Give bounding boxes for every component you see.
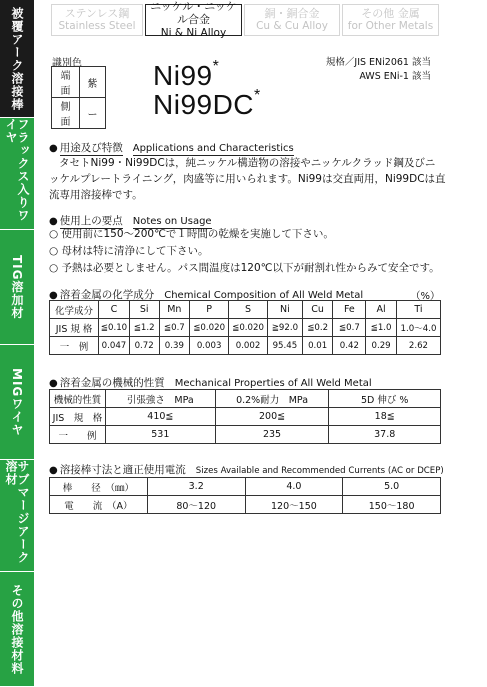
- table-cell: 37.8: [329, 426, 441, 444]
- id-color-value: 紫: [80, 67, 106, 98]
- table-cell: ≦0.7: [333, 319, 366, 337]
- id-color-value: ー: [80, 98, 106, 129]
- tab-label-jp: その他 金属: [361, 6, 420, 20]
- table-header-cell: 0.2%耐力 MPa: [215, 390, 329, 408]
- tab-label-en: Cu & Cu Alloy: [256, 20, 328, 33]
- table-cell: ≦0.020: [229, 319, 268, 337]
- table-row: [50, 319, 441, 337]
- bullet-icon: ●: [49, 143, 58, 154]
- table-row: [50, 390, 441, 408]
- sidebar-item-covered-electrode[interactable]: [0, 0, 34, 118]
- table-cell: 531: [105, 426, 215, 444]
- section-title-jp: 使用上の要点: [59, 215, 123, 227]
- table-cell: ≦0.020: [190, 319, 229, 337]
- tab-label-jp: ステンレス鋼: [64, 6, 130, 20]
- sidebar-item-label: TIG溶加材: [10, 254, 24, 320]
- section-mechanical-heading: [49, 375, 372, 390]
- section-title-en: Chemical Composition of All Weld Metal: [164, 290, 364, 301]
- table-cell: 80〜120: [147, 496, 245, 514]
- tab-label-jp: 銅・銅合金: [264, 6, 320, 20]
- table-cell: 2.62: [396, 337, 440, 355]
- id-color-key: 側面: [52, 98, 80, 129]
- table-row: [50, 301, 441, 319]
- table-cell: 1.0〜4.0: [396, 319, 440, 337]
- table-header-cell: Si: [129, 301, 159, 319]
- table-header-cell: 5D 伸び %: [329, 390, 441, 408]
- table-cell: 0.047: [99, 337, 130, 355]
- bullet-icon: ●: [49, 290, 58, 301]
- section-sizes-heading: [49, 462, 444, 477]
- tab-label-jp: ニッケル・ニッケル合金: [150, 0, 237, 26]
- table-row-label: 電 流 （A）: [50, 496, 148, 514]
- section-title-jp: 溶接棒寸法と適正使用電流: [59, 464, 186, 476]
- table-row-label: 一 例: [50, 426, 106, 444]
- table-row: [50, 496, 441, 514]
- table-cell: ≦0.10: [99, 319, 130, 337]
- sidebar-item-flux-cored-wire[interactable]: [0, 118, 34, 230]
- sidebar-item-label: サブマージアーク溶材: [4, 460, 30, 564]
- table-cell: ≧92.0: [267, 319, 302, 337]
- product-name-ni99: [153, 60, 219, 92]
- tab-ni-alloy[interactable]: [145, 0, 242, 39]
- sidebar-item-label: MIGワイヤ: [10, 367, 24, 437]
- table-row-label: 棒 径 （㎜）: [50, 478, 148, 496]
- table-cell: 150〜180: [343, 496, 441, 514]
- table-header-cell: S: [229, 301, 268, 319]
- table-row: [52, 67, 106, 98]
- tab-label-en: Stainless Steel: [58, 20, 136, 33]
- table-row-label: 一 例: [50, 337, 99, 355]
- table-cell: 200≦: [215, 408, 329, 426]
- section-title-en: Mechanical Properties of All Weld Metal: [174, 378, 372, 389]
- table-cell: 0.72: [129, 337, 159, 355]
- table-cell: 0.29: [366, 337, 397, 355]
- table-cell: ≦0.7: [159, 319, 190, 337]
- product-name-text: Ni99: [153, 60, 213, 91]
- table-row-label: JIS 規 格: [50, 319, 99, 337]
- sidebar-item-label: その他溶接材料: [10, 583, 24, 675]
- sidebar-item-label: 被覆アーク溶接棒: [10, 6, 24, 111]
- tab-label-en: for Other Metals: [347, 20, 434, 33]
- table-cell: 0.01: [302, 337, 333, 355]
- tab-stainless-steel[interactable]: [51, 4, 143, 36]
- section-title-jp: 溶着金属の機械的性質: [59, 377, 165, 389]
- table-header-cell: 化学成分: [50, 301, 99, 319]
- table-row: [52, 98, 106, 129]
- section-title-en: Notes on Usage: [132, 216, 212, 227]
- table-cell: 4.0: [245, 478, 343, 496]
- section-title-jp: 用途及び特徴: [59, 142, 123, 154]
- table-cell: ≦1.2: [129, 319, 159, 337]
- product-mark: *: [212, 58, 220, 75]
- tab-cu-alloy[interactable]: [244, 4, 340, 36]
- table-header-cell: C: [99, 301, 130, 319]
- bullet-icon: ●: [49, 216, 58, 227]
- table-cell: 3.2: [147, 478, 245, 496]
- paragraph-line: ッケルプレートライニング，肉盛等に用いられます。Ni99は交直両用，Ni99DCは直: [49, 173, 446, 185]
- table-cell: ≦0.2: [302, 319, 333, 337]
- table-row: [50, 408, 441, 426]
- chemical-composition-table: [49, 300, 441, 355]
- id-color-table: [51, 66, 106, 129]
- note-line: ○ 使用前に150〜200℃で１時間の乾燥を実施して下さい。: [49, 228, 334, 240]
- product-mark: *: [254, 87, 261, 104]
- section-title-jp: 溶着金属の化学成分: [59, 289, 155, 301]
- table-cell: 0.42: [333, 337, 366, 355]
- table-header-cell: Fe: [333, 301, 366, 319]
- table-header-cell: Ni: [267, 301, 302, 319]
- table-cell: 0.39: [159, 337, 190, 355]
- note-line: ○ 予熱は必要としません。パス間温度は120℃以下が耐割れ性からみて安全です。: [49, 262, 440, 274]
- table-header-cell: Al: [366, 301, 397, 319]
- note-line: ○ 母材は特に清浄にして下さい。: [49, 245, 209, 257]
- table-cell: 5.0: [343, 478, 441, 496]
- table-cell: 18≦: [329, 408, 441, 426]
- table-row: [50, 337, 441, 355]
- table-cell: 0.003: [190, 337, 229, 355]
- table-cell: 235: [215, 426, 329, 444]
- sizes-currents-table: [49, 477, 441, 514]
- table-header-cell: 機械的性質: [50, 390, 106, 408]
- standard-aws: AWS ENi-1 該当: [359, 71, 431, 82]
- id-color-key: 端面: [52, 67, 80, 98]
- table-row-label: JIS 規 格: [50, 408, 106, 426]
- sidebar-item-submerged-arc[interactable]: [0, 460, 34, 572]
- section-applications-heading: [49, 140, 294, 155]
- product-name-text: Ni99DC: [153, 89, 255, 120]
- table-header-cell: Mn: [159, 301, 190, 319]
- paragraph-line: タセトNi99・Ni99DCは，純ニッケル構造物の溶接やニッケルクラッド鋼及びニ: [59, 157, 436, 169]
- table-header-cell: Ti: [396, 301, 440, 319]
- bullet-icon: ●: [49, 465, 58, 476]
- table-header-cell: P: [190, 301, 229, 319]
- id-color-title: 識別色: [52, 58, 82, 69]
- table-cell: 95.45: [267, 337, 302, 355]
- standard-jis: 規格／JIS ENi2061 該当: [325, 57, 431, 68]
- section-title-en: Sizes Available and Recommended Currents (AC or DCEP): [195, 466, 444, 476]
- mechanical-properties-table: [49, 389, 441, 444]
- category-sidebar: [0, 0, 34, 687]
- usage-notes: [49, 226, 440, 277]
- table-row: [50, 426, 441, 444]
- table-cell: ≦1.0: [366, 319, 397, 337]
- table-cell: 410≦: [105, 408, 215, 426]
- paragraph-line: 流専用溶接棒です。: [49, 189, 143, 201]
- chemical-unit: （%）: [410, 291, 440, 302]
- product-name-ni99dc: [153, 89, 261, 121]
- table-cell: 120〜150: [245, 496, 343, 514]
- tab-label-en: Ni & Ni Alloy: [160, 26, 227, 39]
- table-row: [50, 478, 441, 496]
- applications-text: [49, 155, 447, 203]
- sidebar-item-mig-wire[interactable]: [0, 345, 34, 460]
- table-cell: 0.002: [229, 337, 268, 355]
- tab-other-metals[interactable]: [342, 4, 439, 36]
- sidebar-item-other-materials[interactable]: [0, 572, 34, 687]
- sidebar-item-tig-filler[interactable]: [0, 230, 34, 345]
- table-header-cell: Cu: [302, 301, 333, 319]
- section-title-en: Applications and Characteristics: [132, 143, 294, 154]
- sidebar-item-label: フラックス入りワイヤ: [4, 118, 30, 222]
- table-header-cell: 引張強さ MPa: [105, 390, 215, 408]
- bullet-icon: ●: [49, 378, 58, 389]
